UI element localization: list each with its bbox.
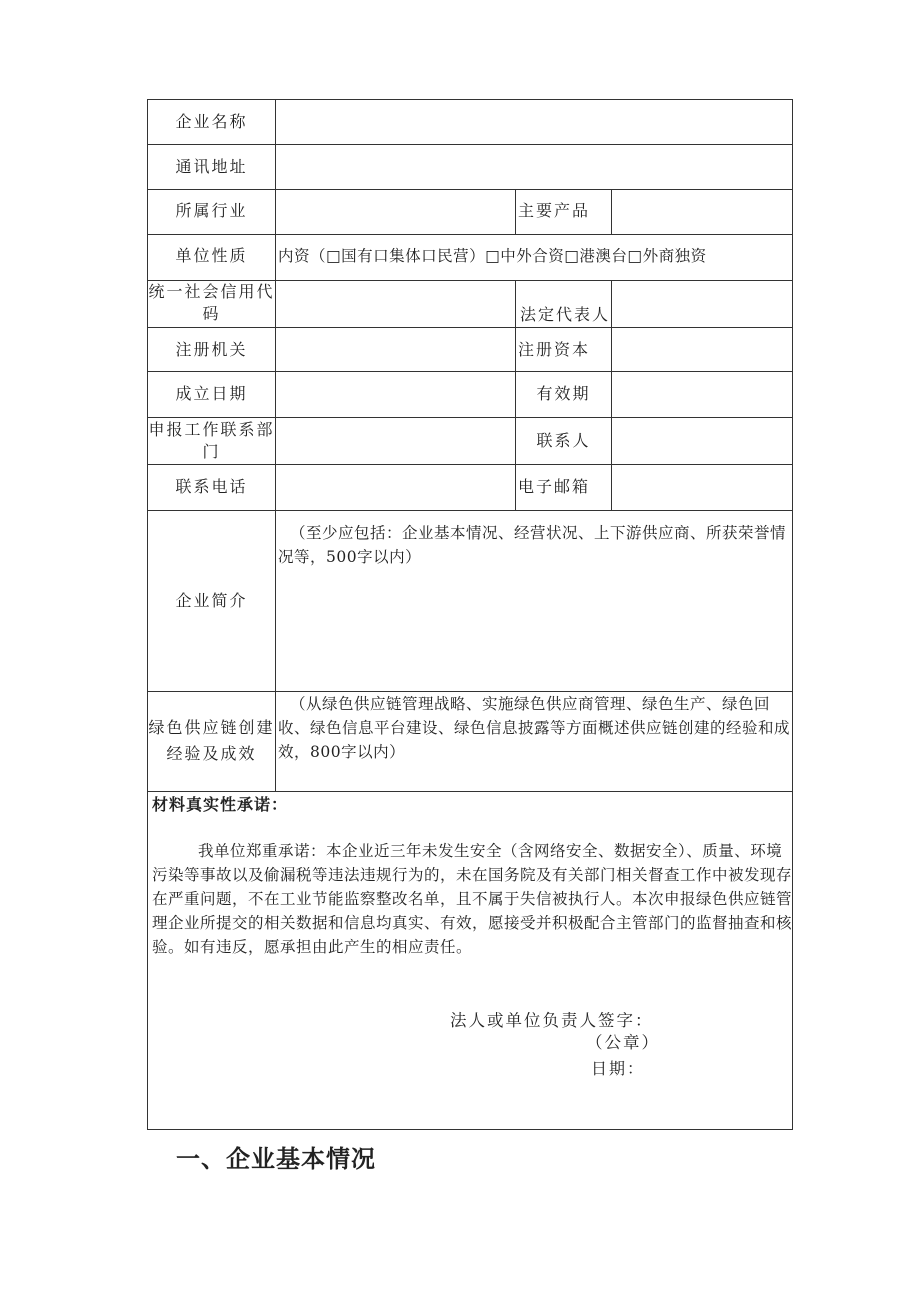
credit-code-field[interactable] — [276, 281, 514, 327]
signature-label: 法人或单位负责人签字： — [450, 1011, 654, 1030]
reg-authority-field[interactable] — [276, 328, 514, 371]
reg-capital-label: 注册资本 — [518, 340, 591, 359]
dept-field[interactable] — [276, 418, 514, 464]
main-product-field[interactable] — [612, 190, 792, 234]
profile-hint[interactable]: （至少应包括：企业基本情况、经营状况、上下游供应商、所获荣誉情况等，500字以内） — [278, 524, 787, 566]
validity-label: 有效期 — [536, 384, 591, 403]
contact-person-field[interactable] — [612, 418, 792, 464]
email-field[interactable] — [612, 465, 792, 510]
phone-field[interactable] — [276, 465, 514, 510]
legal-rep-field[interactable] — [612, 281, 792, 327]
green-label-line1: 绿色供应链创建 — [148, 718, 275, 737]
main-product-label: 主要产品 — [518, 201, 591, 220]
industry-field[interactable] — [276, 190, 514, 234]
unit-nature-label: 单位性质 — [175, 246, 248, 265]
dept-label-line2: 门 — [202, 442, 221, 461]
green-hint[interactable]: （从绿色供应链管理战略、实施绿色供应商管理、绿色生产、绿色回收、绿色信息平台建设、绿色信息披露等方面概述供应链创建的经验和成效，800字以内） — [278, 695, 791, 761]
pledge-title: 材料真实性承诺： — [152, 795, 289, 814]
credit-code-label-line1: 统一社会信用代 — [148, 282, 275, 301]
address-label: 通讯地址 — [175, 157, 248, 176]
validity-field[interactable] — [612, 372, 792, 417]
phone-label: 联系电话 — [175, 477, 248, 496]
legal-rep-label: 法定代表人 — [520, 305, 611, 324]
section-heading: 一、企业基本情况 — [176, 1145, 376, 1173]
company-name-field[interactable] — [276, 100, 792, 144]
pledge-text: 我单位郑重承诺：本企业近三年未发生安全（含网络安全、数据安全）、质量、环境污染等事故以及偷漏税等违法违规行为的，未在国务院及有关部门相关督查工作中被发现存在严重问题，不在工业节能监察整改名单，且不属于失信被执行人。本次申报绿色供应链管理企业所提交的相关数据和信息均真实、有效，愿接受并积极配合主管部门的监督抽查和核验。如有违反，愿承担由此产生的相应责任。 — [152, 842, 793, 956]
dept-label-line1: 申报工作联系部 — [148, 420, 275, 439]
reg-capital-field[interactable] — [612, 328, 792, 371]
credit-code-label-line2: 码 — [202, 304, 221, 323]
company-name-label: 企业名称 — [175, 112, 248, 131]
profile-label: 企业简介 — [175, 591, 248, 610]
address-field[interactable] — [276, 145, 792, 189]
founded-field[interactable] — [276, 372, 514, 417]
date-label: 日期： — [591, 1059, 646, 1078]
seal-label: （公章） — [586, 1033, 660, 1052]
email-label: 电子邮箱 — [518, 477, 591, 496]
green-label-line2: 经验及成效 — [166, 744, 257, 763]
industry-label: 所属行业 — [175, 201, 248, 220]
contact-person-label: 联系人 — [536, 431, 591, 450]
application-form — [147, 99, 793, 1130]
reg-authority-label: 注册机关 — [175, 340, 248, 359]
founded-label: 成立日期 — [175, 384, 248, 403]
unit-nature-checkboxes[interactable]: 内资（□国有口集体口民营）□中外合资□港澳台□外商独资 — [278, 247, 707, 265]
